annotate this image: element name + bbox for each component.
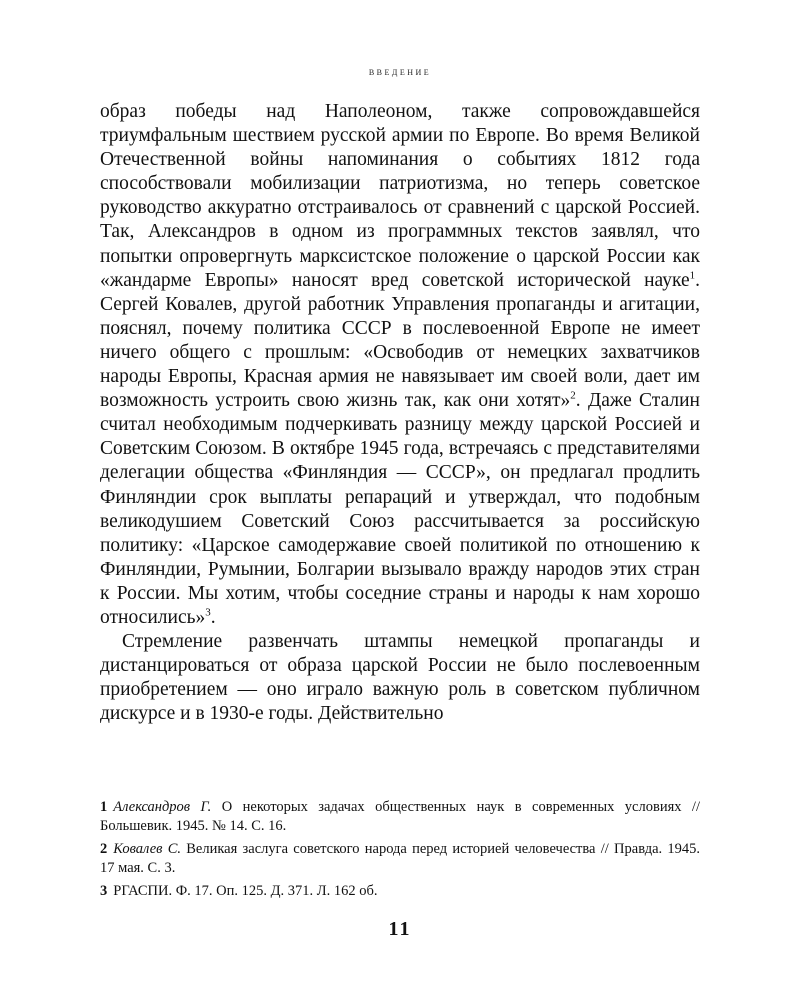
footnote-number: 2 xyxy=(100,841,108,857)
footnote xyxy=(100,798,700,835)
footnote-number: 1 xyxy=(100,799,108,815)
paragraph-text: . Даже Сталин считал необходимым подчеркивать разницу между царской Россией и Советским Союзом. В октябре 1945 года, встречаясь с представителями делегации общества «Финляндия — СССР», он предлагал продлить Финляндии срок выплаты репараций и утверждал, что подобным великодушием Советский Союз рассчитывается за российскую политику: «Царское самодержавие своей политикой по отношению к Финляндии, Румынии, Болгарии вызывало вражду народов этих стран к России. Мы хотим, чтобы соседние страны и народы к нам хорошо относились» xyxy=(100,390,700,628)
paragraph-text: . Сергей Ковалев, другой работник Управления пропаганды и агитации, пояснял, почему политика СССР в послевоенной Европе не имеет ничего общего с прошлым: «Освободив от немецких захватчиков народы Европы, Красная армия не навязывает им своей воли, дает им возможность устроить свою жизнь так, как они хотят» xyxy=(100,269,700,412)
paragraph: Стремление развенчать штампы немецкой пропаганды и дистанцироваться от образа царской России не было послевоенным приобретением — оно играло важную роль в советском публичном дискурсе и в 1930-е годы. Действительно xyxy=(100,631,700,725)
paragraph-text: образ победы над Наполеоном, также сопровождавшейся триумфальным шествием русской армии по Европе. Во время Великой Отечественной войны напоминания о событиях 1812 года способствовали мобилизации патриотизма, но теперь советское руководство аккуратно отстраивалось от сравнений с царской Россией. Так, Александров в одном из программных текстов заявлял, что попытки опровергнуть марксистское положение о царской России как «жандарме Европы» наносят вред советской исторической науке xyxy=(100,101,700,291)
footnote-ref[interactable]: 2 xyxy=(570,389,576,402)
footnote-text: Великая заслуга советского народа перед историей человечества // Правда. 1945. 17 мая. С. 3. xyxy=(100,841,701,876)
footnote-ref[interactable]: 1 xyxy=(689,269,696,282)
footnote xyxy=(100,882,700,901)
footnote xyxy=(100,840,700,877)
page-number: 11 xyxy=(388,918,412,940)
footnote-author: Ковалев С. xyxy=(113,841,181,857)
footnote-author: Александров Г. xyxy=(113,799,212,815)
footnote-text: О некоторых задачах общественных наук в современных условиях // Большевик. 1945. № 14. С. 16. xyxy=(100,799,700,834)
paragraph xyxy=(100,100,700,630)
footnote-number: 3 xyxy=(100,883,108,899)
footnotes xyxy=(100,798,700,906)
footnote-ref[interactable]: 3 xyxy=(205,606,211,619)
main-text xyxy=(100,100,700,726)
paragraph-text: . xyxy=(210,606,216,628)
footnote-text: РГАСПИ. Ф. 17. Оп. 125. Д. 371. Л. 162 об. xyxy=(113,883,378,899)
running-header: введение xyxy=(368,66,432,78)
